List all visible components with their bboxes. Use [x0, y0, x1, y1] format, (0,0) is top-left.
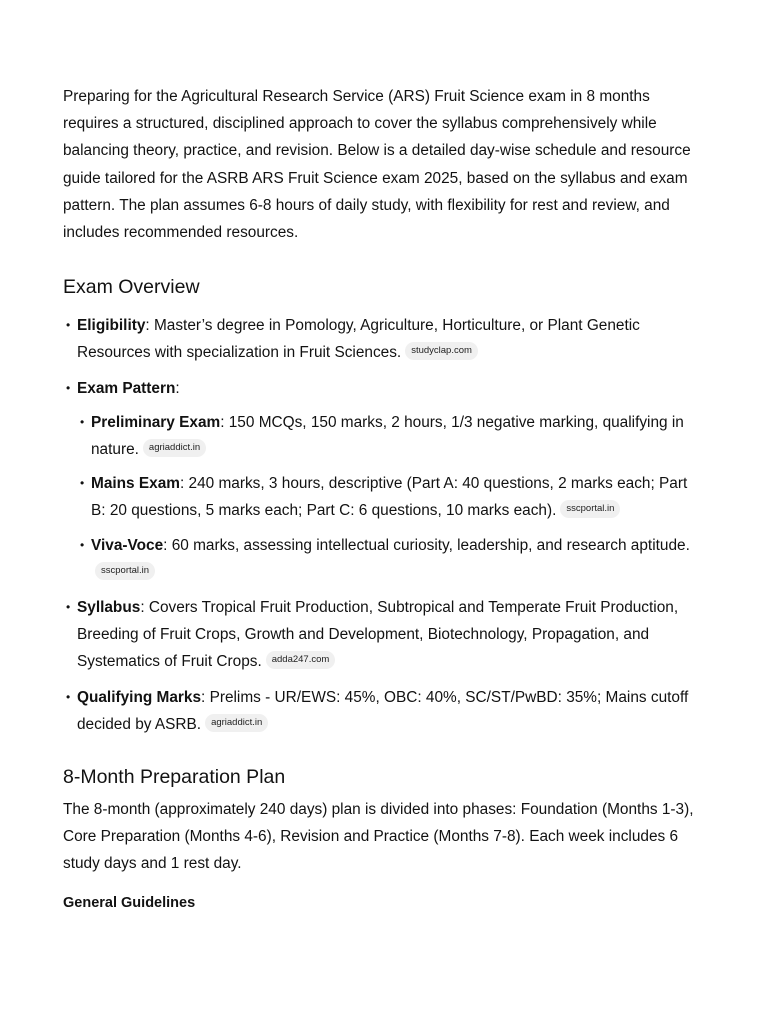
qualifying-marks-text: : Prelims - UR/EWS: 45%, OBC: 40%, SC/ST/PwBD: 35%; Mains cutoff decided by ASRB. — [77, 688, 689, 733]
intro-paragraph: Preparing for the Agricultural Research Service (ARS) Fruit Science exam in 8 months requires a structured, disciplined approach to cover the syllabus comprehensively while balancing theory, practice, and revision. Below is a detailed day-wise schedule and resource guide tailored for the ASRB ARS Fruit Science exam 2025, based on the syllabus and exam pattern. The plan assumes 6-8 hours of daily study, with flexibility for rest and review, and includes recommended resources. — [63, 88, 691, 242]
exam-pattern-sublist — [77, 409, 703, 586]
qualifying-marks-label: Qualifying Marks — [77, 688, 202, 706]
list-item-qualifying-marks — [63, 684, 703, 738]
article — [63, 83, 703, 914]
general-guidelines-heading: General Guidelines — [63, 894, 196, 911]
exam-pattern-label: Exam Pattern — [77, 379, 176, 397]
mains-exam-text: : 240 marks, 3 hours, descriptive (Part A: 40 questions, 2 marks each; Part B: 20 questions, 5 marks each; Part C: 6 questions, 10 marks each). — [91, 475, 688, 520]
list-item-exam-pattern — [63, 375, 703, 586]
source-chip-agriaddict[interactable]: agriaddict.in — [143, 439, 206, 457]
preparation-plan-paragraph: The 8-month (approximately 240 days) plan is divided into phases: Foundation (Months 1-3), Core Preparation (Months 4-6), Revision and Practice (Months 7-8). Each week includes 6 study days and 1 rest day. — [63, 801, 694, 873]
source-chip-sscportal[interactable]: sscportal.in — [560, 500, 620, 518]
list-item-viva-voce — [77, 532, 703, 586]
viva-voce-label: Viva-Voce — [91, 536, 164, 554]
list-item-syllabus — [63, 594, 703, 676]
preliminary-exam-text: : 150 MCQs, 150 marks, 2 hours, 1/3 negative marking, qualifying in nature. — [91, 413, 684, 459]
list-item-mains-exam — [77, 470, 703, 524]
source-chip-studyclap[interactable]: studyclap.com — [405, 342, 478, 360]
viva-voce-text: : 60 marks, assessing intellectual curiosity, leadership, and research aptitude. — [163, 536, 690, 554]
exam-overview-list — [63, 312, 703, 738]
source-chip-sscportal[interactable]: sscportal.in — [95, 562, 155, 580]
bullet-dot: • — [80, 476, 85, 491]
preliminary-exam-label: Preliminary Exam — [91, 413, 221, 431]
source-chip-adda247[interactable]: adda247.com — [266, 651, 336, 669]
eligibility-label: Eligibility — [77, 317, 146, 335]
bullet-dot: • — [66, 600, 71, 615]
eligibility-text: : Master’s degree in Pomology, Agriculture, Horticulture, or Plant Genetic Resources with specialization in Fruit Sciences. — [77, 317, 640, 362]
syllabus-label: Syllabus — [77, 599, 141, 617]
list-item-preliminary-exam — [77, 409, 703, 463]
bullet-dot: • — [80, 414, 85, 429]
exam-overview-heading: Exam Overview — [63, 276, 200, 299]
bullet-dot: • — [66, 380, 71, 395]
bullet-dot: • — [80, 537, 85, 552]
source-chip-agriaddict[interactable]: agriaddict.in — [205, 714, 268, 732]
list-item-eligibility — [63, 312, 703, 366]
mains-exam-label: Mains Exam — [91, 475, 180, 493]
bullet-dot: • — [66, 318, 71, 333]
syllabus-text: : Covers Tropical Fruit Production, Subtropical and Temperate Fruit Production, Breeding of Fruit Crops, Growth and Development, Biotechnology, Propagation, and Systematics of Fruit Crops. — [77, 599, 679, 671]
bullet-dot: • — [66, 689, 71, 704]
preparation-plan-heading: 8-Month Preparation Plan — [63, 766, 286, 789]
exam-pattern-text: : — [175, 379, 180, 397]
